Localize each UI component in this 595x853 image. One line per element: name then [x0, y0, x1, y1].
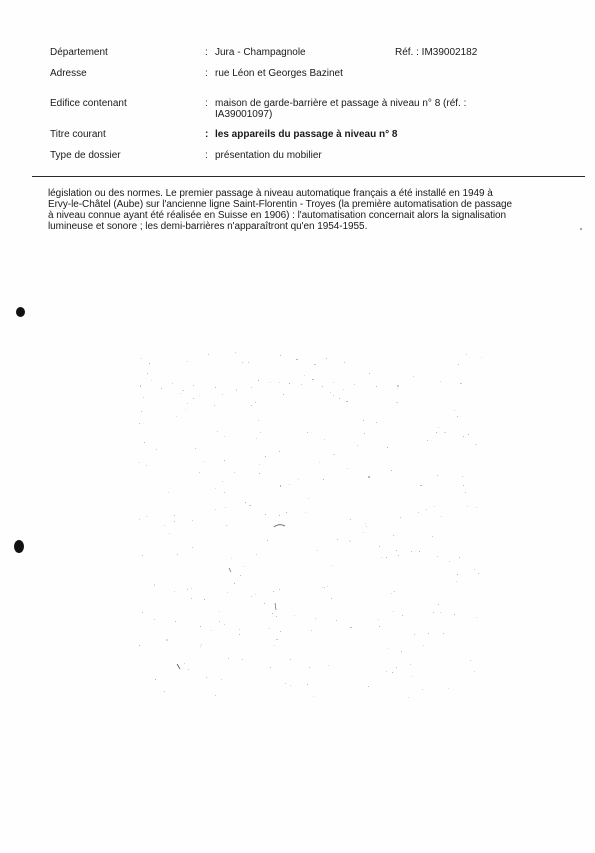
scan-speck — [322, 386, 323, 387]
edifice-colon: : — [205, 98, 208, 109]
scan-speck — [459, 557, 460, 558]
scan-speck — [461, 383, 462, 384]
scan-speck — [400, 517, 401, 518]
punch-hole-mark — [14, 540, 24, 553]
scan-speck — [270, 667, 271, 668]
adresse-value: rue Léon et Georges Bazinet — [215, 68, 343, 79]
scan-speck — [142, 612, 143, 613]
scan-speck — [386, 671, 387, 672]
scan-speck — [211, 630, 212, 631]
scan-speck — [319, 462, 320, 463]
scan-speck — [414, 634, 415, 635]
scan-speck — [437, 475, 438, 476]
scan-speck — [296, 359, 297, 360]
scan-speck — [139, 423, 140, 424]
scan-speck — [161, 388, 162, 389]
scan-speck — [193, 398, 194, 399]
scan-speck — [192, 547, 193, 548]
scan-speck — [301, 384, 302, 385]
scan-speck — [274, 645, 275, 646]
scan-speck — [144, 442, 145, 443]
scan-speck — [332, 565, 333, 566]
scan-speck — [156, 449, 157, 450]
scan-speck — [307, 684, 308, 685]
scan-speck — [474, 671, 475, 672]
scan-speck — [418, 512, 419, 513]
scan-speck — [378, 619, 379, 620]
scan-speck — [225, 507, 226, 508]
scan-speck — [347, 468, 348, 469]
scan-speck — [215, 695, 216, 696]
scan-speck — [200, 626, 201, 627]
scan-speck — [264, 603, 265, 604]
scan-speck — [242, 362, 243, 363]
scan-speck — [298, 479, 299, 480]
scan-speck — [259, 473, 260, 474]
scan-speck — [344, 362, 345, 363]
scan-mark — [228, 567, 234, 575]
scan-speck — [392, 672, 393, 673]
scan-speck — [215, 509, 216, 510]
scan-speck — [368, 476, 369, 477]
scan-speck — [394, 591, 395, 592]
scan-speck — [290, 659, 291, 660]
scan-speck — [185, 409, 186, 410]
edifice-value: maison de garde-barrière et passage à niveau n° 8 (réf. : IA39001097) — [215, 98, 467, 120]
scan-speck — [379, 626, 380, 627]
body-line: lumineuse et sonore ; les demi-barrières n'apparaîtront qu'en 1954-1955. — [48, 221, 368, 232]
scan-speck — [454, 614, 455, 615]
scan-speck — [349, 540, 350, 541]
scan-speck — [336, 620, 337, 621]
scan-speck — [255, 594, 256, 595]
scan-speck — [427, 440, 428, 441]
scan-speck — [139, 519, 140, 520]
scan-speck — [433, 612, 434, 613]
body-line: législation ou des normes. Le premier passage à niveau automatique français a été installé en 1949 à — [48, 188, 493, 199]
header-divider — [32, 176, 585, 177]
scan-mark — [176, 663, 182, 671]
scan-speck — [401, 651, 402, 652]
punch-hole-mark — [16, 307, 25, 317]
scan-speck — [200, 646, 201, 647]
scan-mark — [272, 522, 288, 530]
type-label: Type de dossier — [50, 150, 121, 161]
edifice-label: Edifice contenant — [50, 98, 127, 109]
scan-speck — [397, 388, 398, 389]
scan-speck — [468, 434, 469, 435]
scan-speck — [242, 659, 243, 660]
scan-speck — [184, 663, 185, 664]
scan-speck — [441, 516, 442, 517]
scan-speck — [201, 644, 202, 645]
titre-colon: : — [205, 129, 209, 140]
scan-speck — [366, 526, 367, 527]
scan-speck — [195, 448, 196, 449]
scan-speck — [387, 447, 388, 448]
scan-speck — [251, 596, 252, 597]
scan-speck — [476, 617, 477, 618]
scan-speck — [187, 403, 188, 404]
scan-speck — [285, 683, 286, 684]
scan-speck — [454, 410, 455, 411]
scan-speck — [259, 464, 260, 465]
scan-speck — [457, 416, 458, 417]
scan-speck — [328, 665, 329, 666]
scan-speck — [474, 569, 475, 570]
scan-speck — [304, 375, 305, 376]
scan-speck — [228, 658, 229, 659]
scan-speck — [437, 556, 438, 557]
scan-speck — [376, 386, 377, 387]
scan-speck — [307, 432, 308, 433]
scan-speck — [393, 535, 394, 536]
scan-speck — [458, 364, 459, 365]
scan-speck — [376, 422, 377, 423]
scan-speck — [330, 392, 331, 393]
scan-speck — [192, 520, 193, 521]
scan-speck — [174, 515, 175, 516]
scan-speck — [478, 573, 479, 574]
scan-speck — [476, 507, 477, 508]
scan-speck — [169, 533, 170, 534]
scan-speck — [333, 454, 334, 455]
scan-speck — [180, 393, 181, 394]
scan-speck — [182, 390, 183, 391]
scan-speck — [146, 465, 147, 466]
scan-speck — [422, 689, 423, 690]
scan-speck — [221, 679, 222, 680]
scan-speck — [166, 639, 167, 640]
scan-speck — [440, 381, 441, 382]
scan-speck — [172, 383, 173, 384]
scan-speck — [265, 514, 266, 515]
scan-speck — [398, 555, 399, 556]
scan-speck — [244, 566, 245, 567]
scan-speck — [141, 411, 142, 412]
scan-speck — [379, 546, 380, 547]
scan-speck — [219, 621, 220, 622]
scan-speck — [305, 512, 306, 513]
scan-speck — [419, 551, 420, 552]
scan-speck — [251, 405, 252, 406]
scan-speck — [438, 427, 439, 428]
body-line: Ervy-le-Châtel (Aube) sur l'ancienne ligne Saint-Florentin - Troyes (la première automatisation de passage — [48, 199, 513, 210]
scan-speck — [313, 696, 314, 697]
scan-speck — [326, 358, 327, 359]
scan-speck — [226, 525, 227, 526]
scan-speck — [193, 385, 194, 386]
scan-speck — [428, 633, 429, 634]
scan-speck — [434, 506, 435, 507]
scan-speck — [222, 394, 223, 395]
scan-speck — [224, 492, 225, 493]
scan-speck — [289, 484, 290, 485]
scan-speck — [369, 373, 370, 374]
scan-speck — [317, 550, 318, 551]
scan-speck — [388, 648, 389, 649]
scan-speck — [234, 472, 235, 473]
scan-speck — [323, 479, 324, 480]
scan-speck — [203, 461, 204, 462]
scan-speck — [256, 554, 257, 555]
scan-speck — [270, 382, 271, 383]
scan-speck — [411, 551, 412, 552]
scan-speck — [343, 389, 344, 390]
scan-speck — [222, 481, 223, 482]
scan-speck — [315, 618, 316, 619]
scan-speck — [402, 615, 403, 616]
scan-speck — [164, 525, 165, 526]
scan-speck — [164, 691, 165, 692]
scan-mark — [578, 226, 584, 232]
scan-speck — [149, 363, 150, 364]
scan-speck — [357, 445, 358, 446]
scan-speck — [239, 634, 240, 635]
scan-speck — [408, 697, 409, 698]
scan-speck — [333, 395, 334, 396]
scan-speck — [174, 521, 175, 522]
scan-speck — [140, 385, 141, 386]
scan-speck — [423, 645, 424, 646]
scan-speck — [324, 587, 325, 588]
scan-speck — [346, 401, 347, 402]
scan-speck — [206, 677, 207, 678]
body-line: à niveau connue ayant été réalisée en Suisse en 1906) : l'automatisation concernait alors la signalisation — [48, 210, 507, 221]
scan-speck — [475, 444, 476, 445]
scan-speck — [187, 589, 188, 590]
scan-speck — [443, 633, 444, 634]
scan-speck — [413, 376, 414, 377]
scan-speck — [363, 532, 364, 533]
scan-speck — [273, 591, 274, 592]
scan-speck — [175, 621, 176, 622]
scan-speck — [280, 485, 281, 486]
scan-speck — [245, 502, 246, 503]
scan-speck — [438, 604, 439, 605]
scan-speck — [313, 379, 314, 380]
scan-speck — [276, 616, 277, 617]
scan-speck — [174, 591, 175, 592]
scan-speck — [463, 485, 464, 486]
scan-speck — [322, 587, 323, 588]
scan-speck — [199, 395, 200, 396]
scan-speck — [456, 581, 457, 582]
scan-speck — [280, 355, 281, 356]
scan-speck — [381, 557, 382, 558]
scan-speck — [154, 584, 155, 585]
scan-speck — [267, 540, 268, 541]
scan-speck — [280, 631, 281, 632]
scan-speck — [365, 523, 366, 524]
scan-speck — [239, 629, 240, 630]
scan-speck — [279, 515, 280, 516]
scan-speck — [283, 394, 284, 395]
scan-speck — [465, 492, 466, 493]
scan-speck — [227, 592, 228, 593]
scan-speck — [142, 555, 143, 556]
scan-noise-area — [138, 352, 483, 702]
scan-speck — [386, 557, 387, 558]
type-value: présentation du mobilier — [215, 150, 322, 161]
scan-speck — [276, 639, 277, 640]
scan-speck — [204, 599, 205, 600]
scan-speck — [289, 383, 290, 384]
scan-mark — [273, 602, 279, 612]
scan-speck — [331, 598, 332, 599]
scan-speck — [191, 598, 192, 599]
scan-speck — [460, 383, 461, 384]
body-paragraph — [48, 188, 568, 232]
scan-speck — [231, 558, 232, 559]
scan-speck — [396, 402, 397, 403]
scan-speck — [432, 536, 433, 537]
scan-speck — [354, 384, 355, 385]
scan-speck — [269, 628, 270, 629]
scan-speck — [215, 387, 216, 388]
scan-speck — [436, 432, 437, 433]
scan-speck — [294, 615, 295, 616]
scan-speck — [258, 380, 259, 381]
titre-label: Titre courant — [50, 129, 106, 140]
scan-speck — [391, 593, 392, 594]
departement-value: Jura - Champagnole — [215, 47, 306, 58]
scan-speck — [412, 676, 413, 677]
scan-speck — [234, 583, 235, 584]
scan-speck — [396, 667, 397, 668]
scan-speck — [260, 432, 261, 433]
scan-speck — [248, 362, 249, 363]
scan-speck — [139, 462, 140, 463]
scan-speck — [420, 485, 421, 486]
scan-speck — [333, 382, 334, 383]
titre-value: les appareils du passage à niveau n° 8 — [215, 129, 398, 140]
scan-speck — [364, 433, 365, 434]
scan-speck — [191, 588, 192, 589]
scan-speck — [217, 431, 218, 432]
scan-speck — [363, 420, 364, 421]
scan-speck — [286, 512, 287, 513]
scan-speck — [187, 361, 188, 362]
adresse-colon: : — [205, 68, 208, 79]
scan-speck — [470, 660, 471, 661]
scan-speck — [141, 358, 142, 359]
reference-number: Réf. : IM39002182 — [395, 47, 478, 58]
scan-speck — [324, 439, 325, 440]
scan-speck — [309, 667, 310, 668]
scan-speck — [393, 611, 394, 612]
scan-speck — [224, 460, 225, 461]
scan-speck — [279, 451, 280, 452]
scan-speck — [290, 685, 291, 686]
scan-speck — [168, 492, 169, 493]
scan-speck — [449, 561, 450, 562]
scan-speck — [391, 470, 392, 471]
scan-speck — [147, 373, 148, 374]
scan-speck — [467, 506, 468, 507]
scan-speck — [466, 354, 467, 355]
scan-speck — [188, 669, 189, 670]
departement-label: Département — [50, 47, 108, 58]
scan-speck — [256, 438, 257, 439]
scan-speck — [457, 574, 458, 575]
scan-speck — [224, 436, 225, 437]
type-colon: : — [205, 150, 208, 161]
scan-speck — [314, 364, 315, 365]
scan-speck — [327, 586, 328, 587]
scan-speck — [236, 389, 237, 390]
scan-speck — [199, 472, 200, 473]
scan-speck — [444, 432, 445, 433]
scan-speck — [279, 382, 280, 383]
adresse-label: Adresse — [50, 68, 87, 79]
scan-speck — [224, 624, 225, 625]
scan-speck — [311, 630, 312, 631]
scan-speck — [154, 619, 155, 620]
scan-speck — [146, 516, 147, 517]
scan-speck — [143, 397, 144, 398]
scan-speck — [176, 416, 177, 417]
scan-speck — [151, 380, 152, 381]
scan-speck — [249, 505, 250, 506]
scan-speck — [462, 476, 463, 477]
scan-speck — [337, 539, 338, 540]
scan-speck — [258, 420, 259, 421]
scan-speck — [463, 436, 464, 437]
scan-speck — [208, 354, 209, 355]
scan-speck — [397, 385, 398, 386]
scan-speck — [235, 352, 236, 353]
scan-speck — [255, 402, 256, 403]
scan-speck — [350, 627, 351, 628]
departement-colon: : — [205, 47, 208, 58]
scan-speck — [265, 456, 266, 457]
scan-speck — [215, 488, 216, 489]
scan-speck — [214, 405, 215, 406]
scan-speck — [155, 679, 156, 680]
scan-speck — [396, 550, 397, 551]
scan-speck — [219, 611, 220, 612]
scan-speck — [139, 645, 140, 646]
scan-speck — [272, 613, 273, 614]
scan-speck — [448, 688, 449, 689]
scan-speck — [308, 498, 309, 499]
scan-speck — [410, 664, 411, 665]
scan-speck — [426, 509, 427, 510]
scan-speck — [177, 554, 178, 555]
scan-speck — [440, 612, 441, 613]
scan-speck — [279, 589, 280, 590]
scan-speck — [251, 387, 252, 388]
scan-speck — [350, 519, 351, 520]
scan-speck — [481, 357, 482, 358]
scan-speck — [339, 398, 340, 399]
scan-speck — [368, 686, 369, 687]
scan-speck — [350, 541, 351, 542]
scan-speck — [240, 575, 241, 576]
